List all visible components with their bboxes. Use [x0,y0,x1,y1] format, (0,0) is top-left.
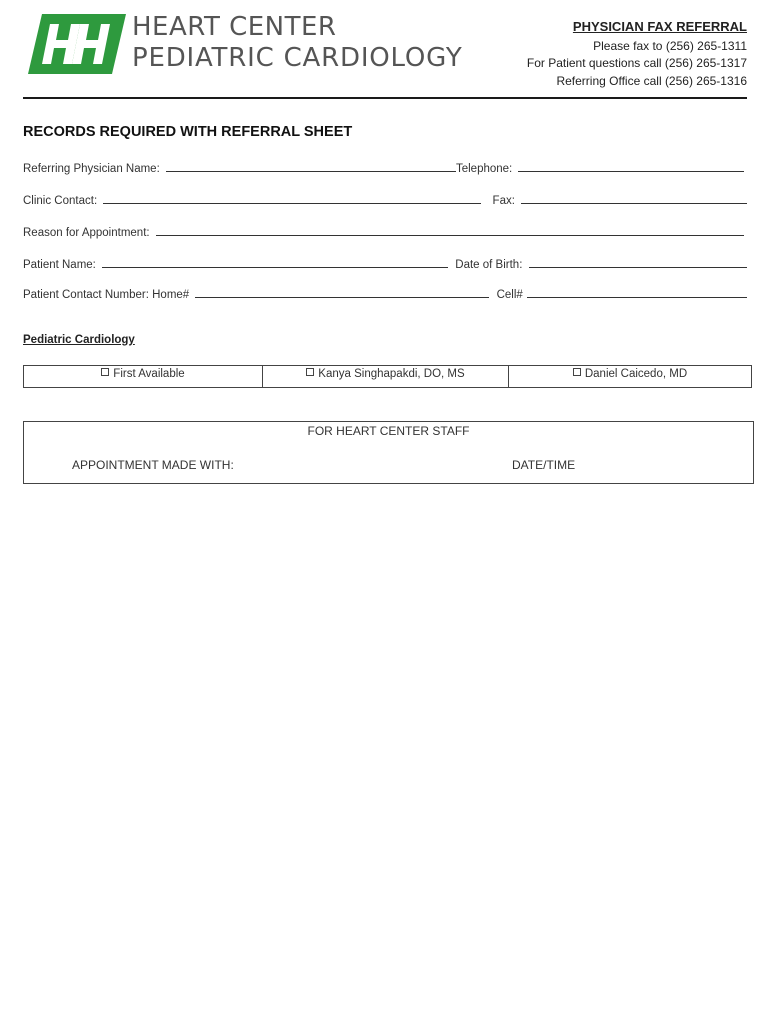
clinic-contact-row [23,192,747,207]
org-name-line2: PEDIATRIC CARDIOLOGY [132,43,463,73]
referring-physician-label: Referring Physician Name: [23,163,160,175]
fax-contact-block [527,18,747,90]
dob-field[interactable] [529,256,747,268]
provider-label: First Available [113,368,185,380]
home-phone-label: Patient Contact Number: Home# [23,289,190,301]
provider-label: Daniel Caicedo, MD [584,368,688,380]
referring-physician-row [23,160,747,175]
staff-box-title: FOR HEART CENTER STAFF [307,424,470,438]
cell-label: Cell# [496,289,523,301]
patient-questions-line: For Patient questions call (256) 265-1317 [526,56,747,70]
reason-label: Reason for Appointment: [23,227,150,239]
telephone-label: Telephone: [455,163,513,175]
checkbox-icon[interactable] [101,368,109,376]
referring-office-line: Referring Office call (256) 265-1316 [556,73,747,88]
records-required-title: RECORDS REQUIRED WITH REFERRAL SHEET [23,124,353,140]
reason-row [23,224,747,239]
home-phone-field[interactable] [195,286,489,298]
checkbox-icon[interactable] [573,368,581,376]
appointment-made-with-label: APPOINTMENT MADE WITH: [72,458,234,472]
provider-option-first-available[interactable] [24,366,262,387]
dob-label: Date of Birth: [455,259,523,271]
cell-field[interactable] [527,286,747,298]
pediatric-cardiology-heading: Pediatric Cardiology [23,334,135,346]
telephone-field[interactable] [518,160,744,172]
staff-use-box [23,421,754,484]
patient-name-label: Patient Name: [23,259,96,271]
patient-name-field[interactable] [102,256,448,268]
fax-field[interactable] [521,192,747,204]
heart-center-logo [28,14,126,74]
fax-label: Fax: [492,195,515,207]
reason-field[interactable] [156,224,744,236]
provider-label: Kanya Singhapakdi, DO, MS [318,368,465,380]
date-time-label: DATE/TIME [512,458,576,472]
organization-name [132,12,463,74]
provider-option-caicedo[interactable] [508,366,751,387]
provider-selection-table [23,365,752,388]
patient-name-row [23,256,747,271]
fax-referral-title: PHYSICIAN FAX REFERRAL [572,19,747,34]
provider-option-singhapakdi[interactable] [262,366,508,387]
checkbox-icon[interactable] [306,368,314,376]
org-name-line1: HEART CENTER [132,12,337,42]
patient-contact-row [23,286,747,301]
referring-physician-field[interactable] [166,160,456,172]
fax-number-line: Please fax to (256) 265-1311 [593,38,747,53]
header-divider [23,97,747,99]
clinic-contact-label: Clinic Contact: [23,195,98,207]
clinic-contact-field[interactable] [103,192,481,204]
